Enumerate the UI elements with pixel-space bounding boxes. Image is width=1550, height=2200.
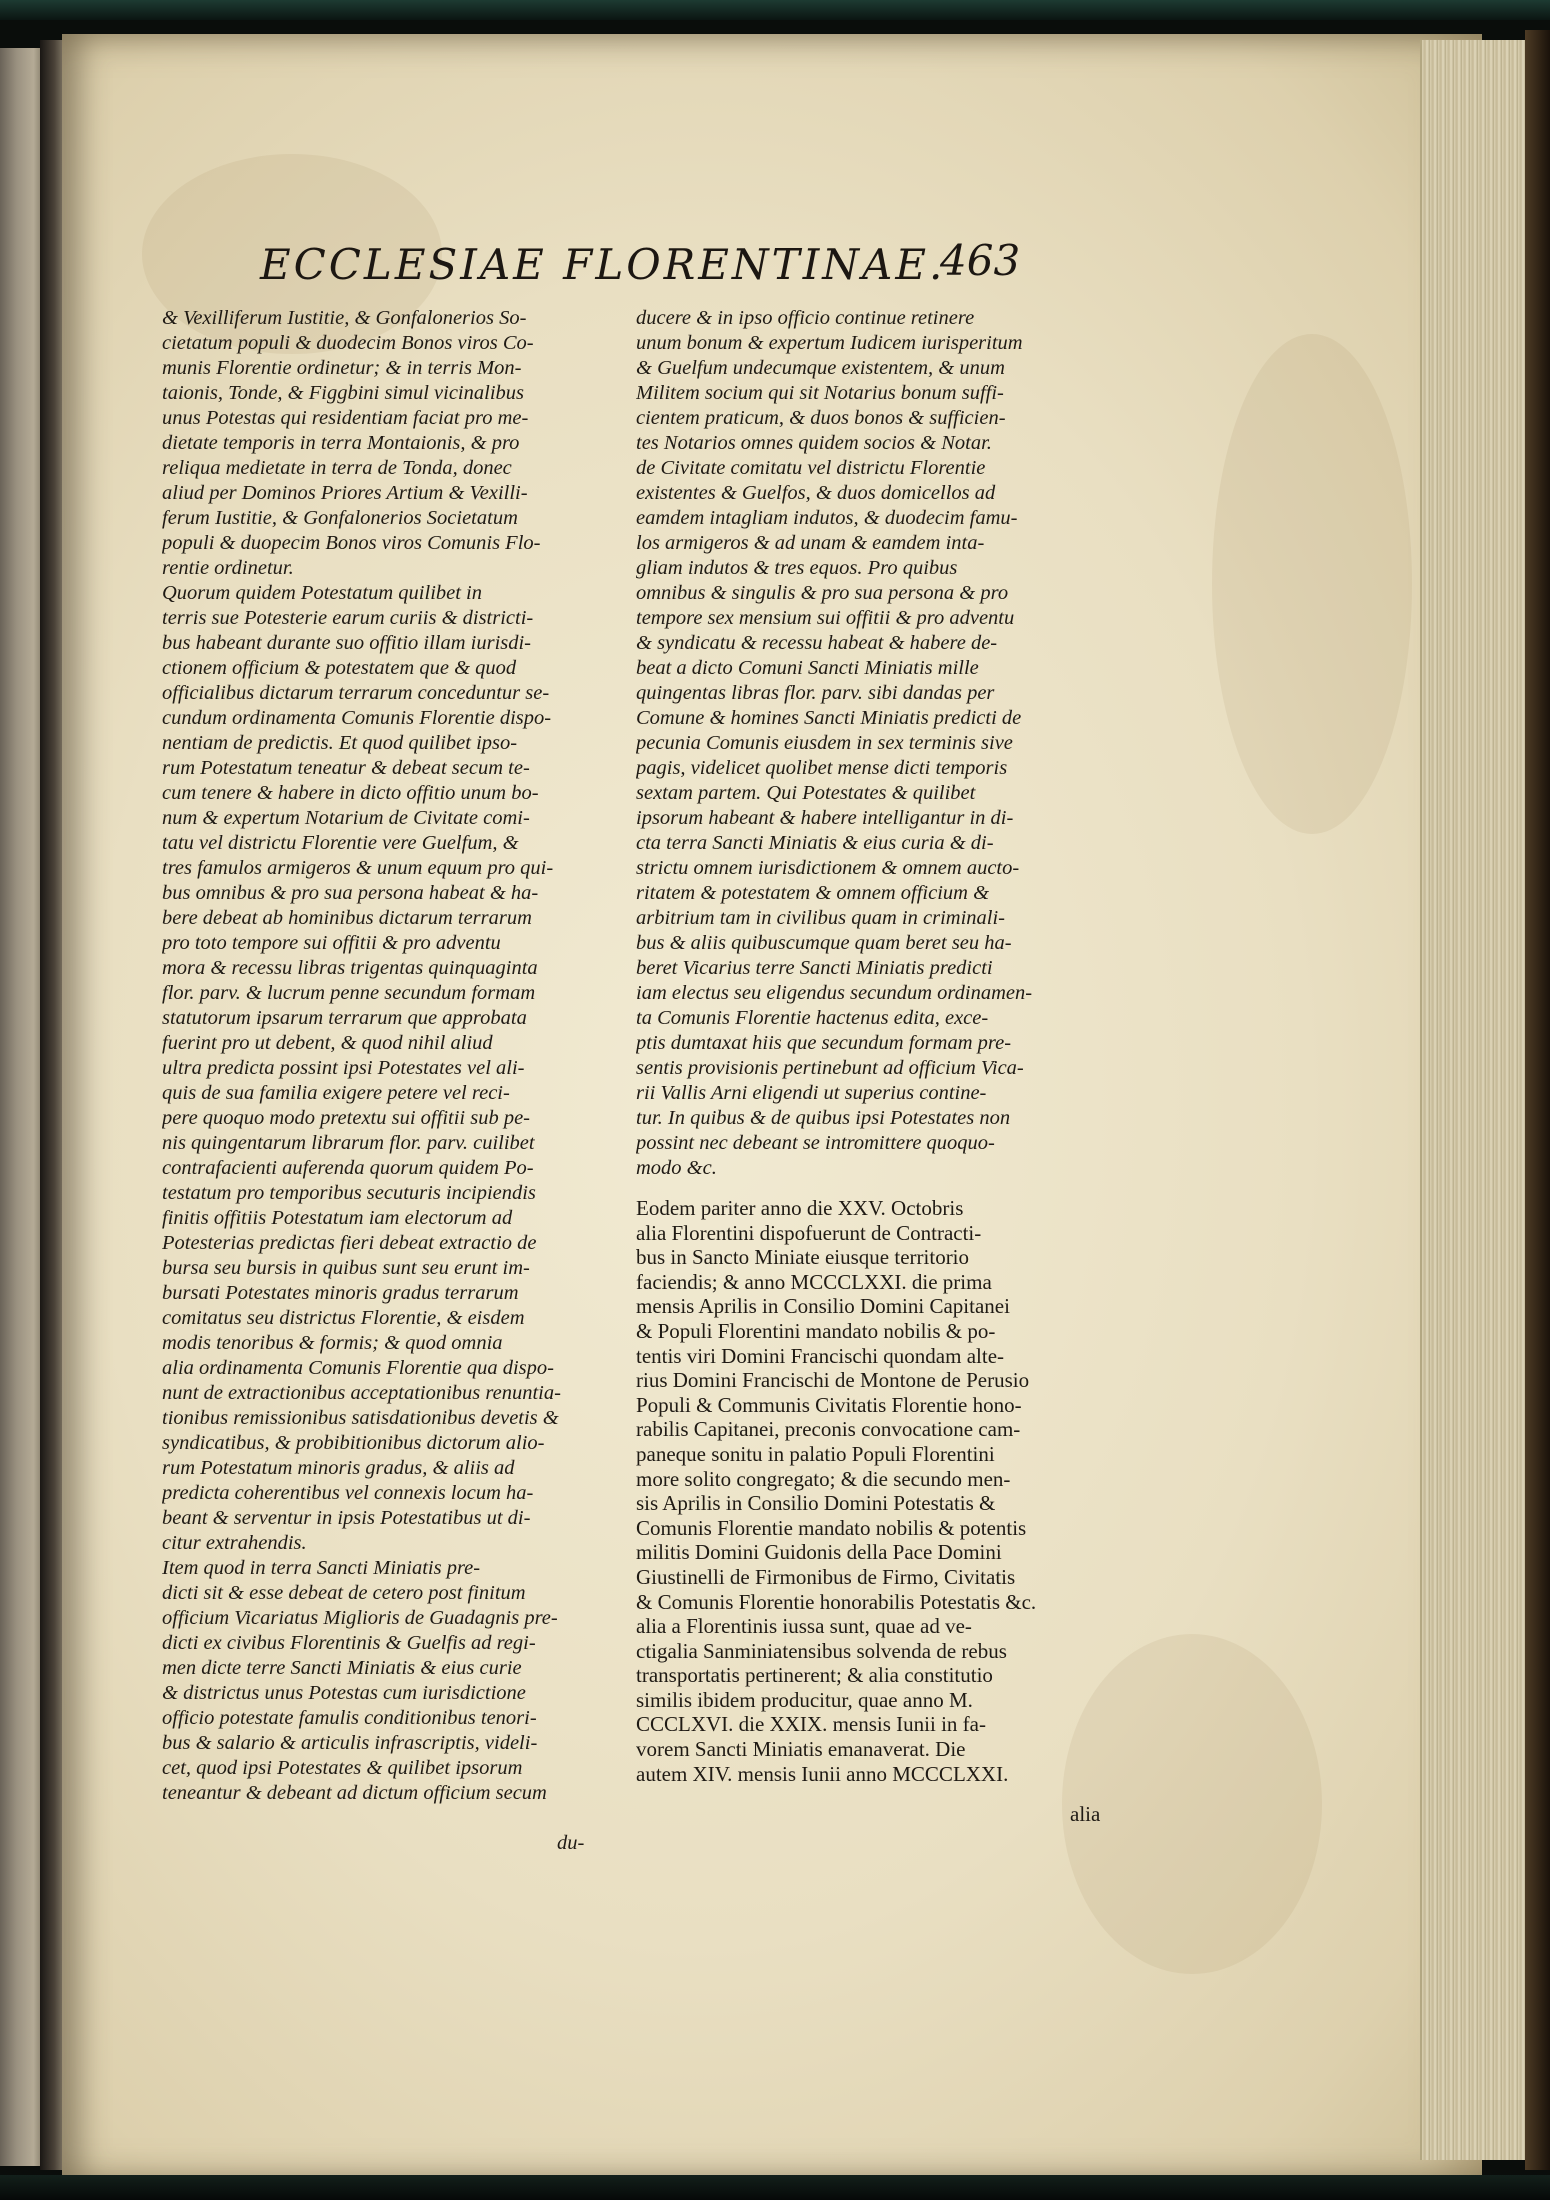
binding-shadow — [1525, 30, 1550, 2170]
text-line: Comunis Florentie mandato nobilis & potentis — [636, 1515, 1027, 1540]
text-line: Comune & homines Sancti Miniatis predicti de — [636, 707, 1022, 729]
text-line: mora & recessu libras trigentas quinquaginta — [162, 957, 538, 979]
text-line: beant & serventur in ipsis Potestatibus ut di- — [162, 1507, 531, 1529]
text-line: contrafacienti auferenda quorum quidem Po- — [162, 1157, 534, 1179]
text-line: Militem socium qui sit Notarius bonum suffi- — [636, 382, 1004, 404]
text-line: strictu omnem iurisdictionem & omnem aucto- — [636, 857, 1020, 879]
text-line: cientem praticum, & duos bonos & sufficien- — [636, 407, 1006, 429]
text-line: officialibus dictarum terrarum conceduntur se- — [162, 682, 550, 704]
text-line: ducere & in ipso officio continue retinere — [636, 307, 975, 329]
text-line: & Vexilliferum Iustitie, & Gonfalonerios So- — [162, 307, 527, 329]
text-line: comitatus seu districtus Florentie, & eisdem — [162, 1307, 525, 1329]
text-line: paneque sonitu in palatio Populi Florentini — [636, 1441, 995, 1466]
text-line: alia a Florentinis iussa sunt, quae ad ve- — [636, 1614, 972, 1639]
text-line: autem XIV. mensis Iunii anno MCCCLXXI. — [636, 1761, 1009, 1786]
text-line: Populi & Communis Civitatis Florentie hono- — [636, 1392, 1022, 1417]
text-line: ta Comunis Florentie hactenus edita, exce- — [636, 1007, 989, 1029]
text-line: sextam partem. Qui Potestates & quilibet — [636, 782, 976, 804]
text-line: reliqua medietate in terra de Tonda, donec — [162, 457, 512, 479]
text-line: similis ibidem producitur, quae anno M. — [636, 1687, 973, 1712]
paper-stain — [1062, 1634, 1322, 1974]
text-line: pere quoquo modo pretextu sui offitii sub pe- — [162, 1107, 530, 1129]
text-line: faciendis; & anno MCCCLXXI. die prima — [636, 1269, 992, 1294]
text-line: & Populi Florentini mandato nobilis & po- — [636, 1318, 996, 1343]
text-line: Eodem pariter anno die XXV. Octobris — [636, 1196, 964, 1220]
text-line: unus Potestas qui residentiam faciat pro me- — [162, 407, 529, 429]
text-line: ritatem & potestatem & omnem officium & — [636, 882, 990, 904]
text-line: num & expertum Notarium de Civitate comi- — [162, 807, 530, 829]
text-line: bere debeat ab hominibus dictarum terrarum — [162, 907, 532, 929]
text-line: mensis Aprilis in Consilio Domini Capitanei — [636, 1294, 1010, 1319]
text-line: fuerint pro ut debent, & quod nihil aliud — [162, 1032, 493, 1054]
gutter-shadow — [40, 40, 64, 2170]
text-line: cta terra Sancti Miniatis & eius curia & di- — [636, 832, 994, 854]
text-line: ctigalia Sanminiatensibus solvenda de rebus — [636, 1638, 1007, 1663]
text-line: Item quod in terra Sancti Miniatis pre- — [162, 1557, 481, 1579]
text-line: Quorum quidem Potestatum quilibet in — [162, 582, 483, 604]
text-line: arbitrium tam in civilibus quam in criminali- — [636, 907, 1005, 929]
text-line: possint nec debeant se intromittere quoquo- — [636, 1132, 995, 1154]
text-line: omnibus & singulis & pro sua persona & pro — [636, 582, 1009, 604]
text-line: quis de sua familia exigere petere vel reci- — [162, 1082, 510, 1104]
text-line: bus habeant durante suo offitio illam iurisdi- — [162, 632, 532, 654]
text-line: tes Notarios omnes quidem socios & Notar. — [636, 432, 992, 454]
text-line: bursa seu bursis in quibus sunt seu erunt im- — [162, 1257, 530, 1279]
text-line: ultra predicta possint ipsi Potestates vel ali- — [162, 1057, 525, 1079]
text-line: cum tenere & habere in dicto offitio unum bo- — [162, 782, 539, 804]
text-line: bus & aliis quibuscumque quam beret seu ha- — [636, 932, 1012, 954]
text-line: rabilis Capitanei, preconis convocatione cam- — [636, 1417, 1021, 1442]
text-line: teneantur & debeant ad dictum officium secum — [162, 1782, 547, 1804]
text-line: CCCLXVI. die XXIX. mensis Iunii in fa- — [636, 1712, 986, 1737]
text-line: testatum pro temporibus secuturis incipiendis — [162, 1182, 536, 1204]
text-line: & districtus unus Potestas cum iurisdictione — [162, 1682, 526, 1704]
text-line: aliud per Dominos Priores Artium & Vexilli- — [162, 482, 528, 504]
cover-edge-bottom — [0, 2175, 1550, 2200]
right-column-bottom — [636, 1196, 1086, 1786]
text-line: ctionem officium & potestatem que & quod — [162, 657, 517, 679]
text-line: dietate temporis in terra Montaionis, & pro — [162, 432, 520, 454]
text-line: bus omnibus & pro sua persona habeat & ha- — [162, 882, 539, 904]
cover-edge-top — [0, 0, 1550, 20]
text-line: more solito congregato; & die secundo men- — [636, 1466, 1011, 1491]
text-line: tres famulos armigeros & unum equum pro qui- — [162, 857, 554, 879]
text-line: nis quingentarum librarum flor. parv. cuilibet — [162, 1132, 535, 1154]
text-line: rii Vallis Arni eligendi ut superius contine- — [636, 1082, 987, 1104]
text-line: & Comunis Florentie honorabilis Potestatis &c. — [636, 1589, 1037, 1614]
text-line: transportatis pertinerent; & alia constitutio — [636, 1663, 993, 1688]
left-catchword: du- — [557, 1832, 585, 1854]
text-line: beret Vicarius terre Sancti Miniatis predicti — [636, 957, 993, 979]
text-line: vorem Sancti Miniatis emanaverat. Die — [636, 1737, 966, 1762]
text-line: statutorum ipsarum terrarum que approbata — [162, 1007, 527, 1029]
text-line: tatu vel districtu Florentie vere Guelfum, & — [162, 832, 519, 854]
text-line: eamdem intagliam indutos, & duodecim famu- — [636, 507, 1018, 529]
text-line: citur extrahendis. — [162, 1532, 307, 1554]
text-line: sentis provisionis pertinebunt ad officium Vica- — [636, 1057, 1024, 1079]
text-line: officio potestate famulis conditionibus tenori- — [162, 1707, 537, 1729]
text-line: unum bonum & expertum Iudicem iurisperitum — [636, 332, 1023, 354]
text-line: de Civitate comitatu vel districtu Florentie — [636, 457, 986, 479]
text-line: alia ordinamenta Comunis Florentie qua dispo- — [162, 1357, 554, 1379]
text-line: & syndicatu & recessu habeat & habere de- — [636, 632, 998, 654]
text-line: dicti sit & esse debeat de cetero post finitum — [162, 1582, 526, 1604]
page-block-edge — [1420, 40, 1542, 2160]
text-line: syndicatibus, & probibitionibus dictorum alio- — [162, 1432, 545, 1454]
right-column-top — [636, 306, 1084, 1181]
text-line: Potesterias predictas fieri debeat extractio de — [162, 1232, 537, 1254]
text-line: los armigeros & ad unam & eamdem inta- — [636, 532, 985, 554]
text-line: cundum ordinamenta Comunis Florentie dispo- — [162, 707, 552, 729]
text-line: beat a dicto Comuni Sancti Miniatis mille — [636, 657, 979, 679]
text-line: predicta coherentibus vel connexis locum ha- — [162, 1482, 534, 1504]
left-column — [162, 306, 612, 1806]
text-line: tentis viri Domini Francischi quondam alte- — [636, 1343, 1005, 1368]
facing-page-edge — [0, 48, 42, 2166]
text-line: tionibus remissionibus satisdationibus devetis & — [162, 1407, 559, 1429]
text-line: sis Aprilis in Consilio Domini Potestatis & — [636, 1491, 996, 1516]
text-line: terris sue Potesterie earum curiis & districti- — [162, 607, 534, 629]
text-line: cet, quod ipsi Potestates & quilibet ipsorum — [162, 1757, 523, 1779]
text-line: munis Florentie ordinetur; & in terris Mon- — [162, 357, 522, 379]
text-line: cietatum populi & duodecim Bonos viros Co- — [162, 332, 534, 354]
text-line: pecunia Comunis eiusdem in sex terminis sive — [636, 732, 1013, 754]
text-line: quingentas libras flor. parv. sibi dandas per — [636, 682, 995, 704]
text-line: pro toto tempore sui offitii & pro adventu — [162, 932, 501, 954]
text-line: taionis, Tonde, & Figgbini simul vicinalibus — [162, 382, 524, 404]
text-line: tur. In quibus & de quibus ipsi Potestates non — [636, 1107, 1011, 1129]
text-line: pagis, videlicet quolibet mense dicti temporis — [636, 757, 1008, 779]
text-line: officium Vicariatus Miglioris de Guadagnis pre- — [162, 1607, 558, 1629]
text-line: tempore sex mensium sui offitii & pro adventu — [636, 607, 1015, 629]
text-line: rentie ordinetur. — [162, 557, 294, 579]
running-head: ECCLESIAE FLORENTINAE. — [260, 240, 946, 289]
text-line: ipsorum habeant & habere intelligantur in di- — [636, 807, 1014, 829]
text-line: iam electus seu eligendus secundum ordinamen- — [636, 982, 1033, 1004]
text-line: rius Domini Francischi de Montone de Perusio — [636, 1368, 1030, 1393]
text-line: modis tenoribus & formis; & quod omnia — [162, 1332, 503, 1354]
text-line: finitis offitiis Potestatum iam electorum ad — [162, 1207, 513, 1229]
paper-stain — [1212, 334, 1412, 834]
text-line: nentiam de predictis. Et quod quilibet ipso- — [162, 732, 518, 754]
text-line: existentes & Guelfos, & duos domicellos ad — [636, 482, 996, 504]
text-line: bursati Potestates minoris gradus terrarum — [162, 1282, 519, 1304]
right-catchword: alia — [1070, 1802, 1101, 1826]
page-number: 463 — [940, 236, 1021, 285]
text-line: gliam indutos & tres equos. Pro quibus — [636, 557, 958, 579]
text-line: populi & duopecim Bonos viros Comunis Flo- — [162, 532, 541, 554]
text-line: & Guelfum undecumque existentem, & unum — [636, 357, 1005, 379]
text-line: militis Domini Guidonis della Pace Domini — [636, 1540, 1002, 1565]
text-line: men dicte terre Sancti Miniatis & eius curie — [162, 1657, 522, 1679]
text-line: bus in Sancto Miniate eiusque territorio — [636, 1245, 970, 1270]
text-line: flor. parv. & lucrum penne secundum formam — [162, 982, 536, 1004]
text-line: Giustinelli de Firmonibus de Firmo, Civitatis — [636, 1564, 1016, 1589]
text-line: rum Potestatum teneatur & debeat secum te- — [162, 757, 530, 779]
text-line: rum Potestatum minoris gradus, & aliis ad — [162, 1457, 515, 1479]
text-line: alia Florentini dispofuerunt de Contracti- — [636, 1220, 982, 1245]
text-line: bus & salario & articulis infrascriptis, videli- — [162, 1732, 538, 1754]
text-line: dicti ex civibus Florentinis & Guelfis ad regi- — [162, 1632, 536, 1654]
text-line: nunt de extractionibus acceptationibus renuntia- — [162, 1382, 561, 1404]
text-line: ptis dumtaxat hiis que secundum formam pre- — [636, 1032, 1012, 1054]
text-line: ferum Iustitie, & Gonfalonerios Societatum — [162, 507, 518, 529]
text-line: modo &c. — [636, 1157, 717, 1179]
